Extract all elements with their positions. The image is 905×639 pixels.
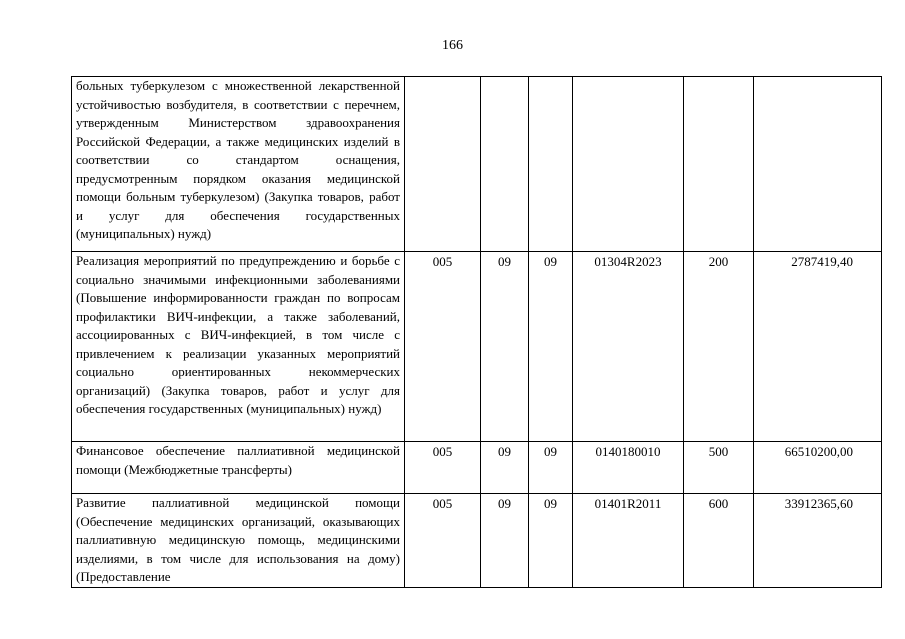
row-target-article-code: 01304R2023 xyxy=(573,252,684,442)
row-description: Развитие паллиативной медицинской помощи (Обеспечение медицинских организаций, оказывающих паллиативную медицинскую помощь, медицинскими изделиями, в том числе для использования на дому) (Предоставление xyxy=(72,494,405,588)
row-grbs-code xyxy=(405,77,481,252)
budget-table xyxy=(71,76,882,588)
row-grbs-code: 005 xyxy=(405,494,481,588)
row-expense-type-code: 600 xyxy=(684,494,754,588)
row-description: Реализация мероприятий по предупреждению и борьбе с социально значимыми инфекционными заболеваниями (Повышение информированности граждан по вопросам профилактики ВИЧ-инфекции, а также заболеваний, ассоциированных с ВИЧ-инфекцией, в том числе с привлечением к реализации указанных мероприятий социально ориентированных некоммерческих организаций) (Закупка товаров, работ и услуг для обеспечения государственных (муниципальных) нужд) xyxy=(72,252,405,442)
row-target-article-code: 0140180010 xyxy=(573,442,684,494)
row-grbs-code: 005 xyxy=(405,252,481,442)
row-section-code: 09 xyxy=(481,252,529,442)
row-expense-type-code xyxy=(684,77,754,252)
row-amount xyxy=(754,77,882,252)
row-target-article-code xyxy=(573,77,684,252)
row-target-article-code: 01401R2011 xyxy=(573,494,684,588)
row-amount: 66510200,00 xyxy=(754,442,882,494)
table-row xyxy=(72,442,882,494)
page-number: 166 xyxy=(442,38,463,53)
row-section-code xyxy=(481,77,529,252)
row-section-code: 09 xyxy=(481,494,529,588)
table-row xyxy=(72,77,882,252)
table-row xyxy=(72,252,882,442)
row-amount: 33912365,60 xyxy=(754,494,882,588)
row-amount: 2787419,40 xyxy=(754,252,882,442)
row-subsection-code: 09 xyxy=(529,442,573,494)
row-subsection-code: 09 xyxy=(529,252,573,442)
row-grbs-code: 005 xyxy=(405,442,481,494)
table-row xyxy=(72,494,882,588)
row-expense-type-code: 500 xyxy=(684,442,754,494)
row-description: больных туберкулезом с множественной лекарственной устойчивостью возбудителя, в соответствии с перечнем, утвержденным Министерством здравоохранения Российской Федерации, а также медицинских изделий в соответствии со стандартом оснащения, предусмотренным порядком оказания медицинской помощи больным туберкулезом) (Закупка товаров, работ и услуг для обеспечения государственных (муниципальных) нужд) xyxy=(72,77,405,252)
row-section-code: 09 xyxy=(481,442,529,494)
row-subsection-code xyxy=(529,77,573,252)
row-description: Финансовое обеспечение паллиативной медицинской помощи (Межбюджетные трансферты) xyxy=(72,442,405,494)
row-subsection-code: 09 xyxy=(529,494,573,588)
row-expense-type-code: 200 xyxy=(684,252,754,442)
